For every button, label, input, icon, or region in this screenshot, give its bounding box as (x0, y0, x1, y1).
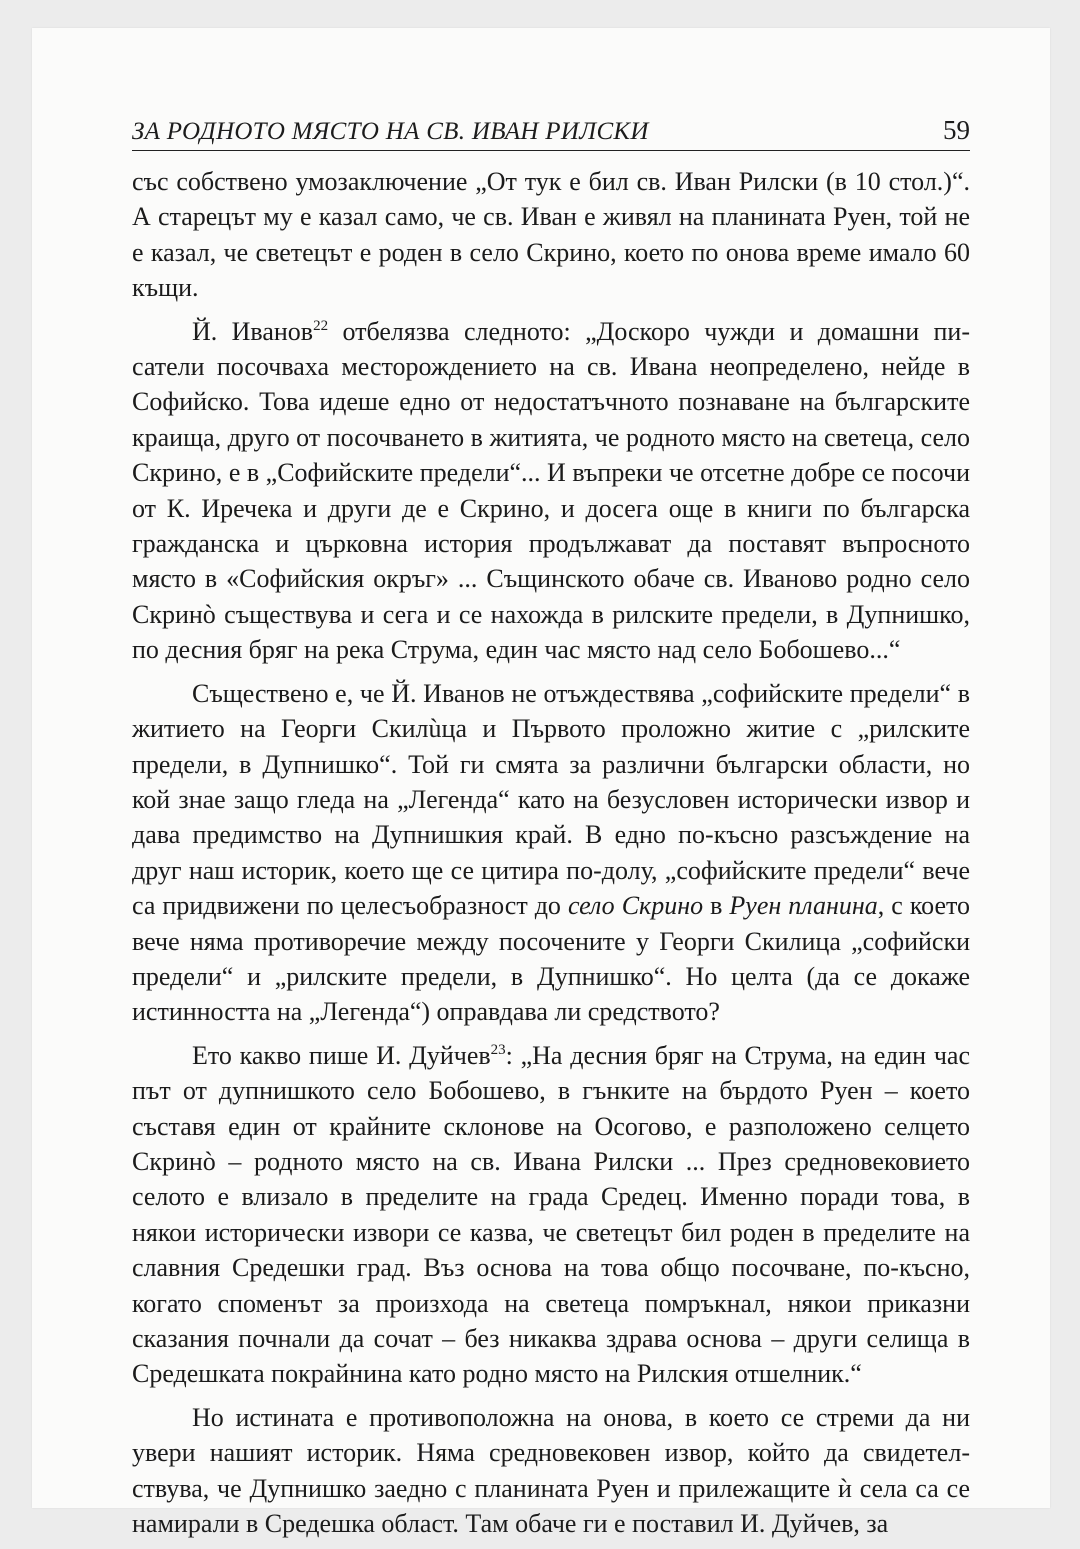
italic-phrase: село Скрино (567, 891, 704, 921)
italic-phrase: Руен планина (729, 891, 878, 921)
running-header (132, 110, 970, 151)
paragraph-4 (132, 1038, 970, 1392)
paragraph-5 (132, 1400, 970, 1542)
paragraph-text: в (703, 891, 730, 921)
paragraph-text: Й. Иванов (192, 316, 314, 346)
page-number: 59 (943, 115, 970, 145)
book-page (32, 28, 1050, 1539)
paragraph-text: отбелязва следното: „Доскоро чужди и домашни писатели посочваха месторождението на св. Ивана неопределено, нейде в Софийско. Това идеше едно от недостатъчното познаване на българските краища, друго от посочването в житията, че родното място на светеца, село Скрино, е в „Софийските предели“... И въпреки че отсетне добре се посочи от К. Иречека и други де е Скрино, и досега още в книги по българска гражданска и църковна история продължават да поставят въпросното място в «Софийския окръг» ... Същинското обаче св. Иваново родно село Скринò съществува и сега и се нахожда в рилските предели, в Дупнишко, по десния бряг на река Струма, един час място над село Бобошево...“ (132, 316, 970, 665)
paragraph-text: със собствено умозаключение „От тук е бил св. Иван Рилски (в 10 стол.)“. А старецът му е казал само, че св. Иван е живял на планината Руен, той не е казал, че светецът е роден в село Скрино, което по онова време имало 60 къщи. (132, 167, 970, 303)
paragraph-2 (132, 314, 970, 668)
paragraph-text: Но истината е противоположна на онова, в което се стреми да ни увери нашият историк. Няма средновековен извор, който да свидетелствува, че Дупнишко заедно с планината Руен и прилежащите ѝ села са се намирали в Средешка област. Там обаче ги е поставил И. Дуйчев, за (132, 1402, 970, 1539)
paragraph-text: : „На десния бряг на Струма, на един час път от дупнишкото село Бобошево, в гънките на бърдото Руен – което съставя един от крайните склонове на Осогово, е разположено селцето Скринò – родното място на св. Ивана Рилски ... През средновековието селото е влизало в пределите на града Средец. Именно поради това, в някои исторически извори се казва, че светецът бил роден в пределите на славния Средешки град. Въз основа на това общо посочване, по-късно, когато споменът за произхода на светеца помръкнал, някои приказни сказания почнали да сочат – без никаква здрава основа – други селища в Средешката покрайнина като родно място на Рилския отшелник.“ (132, 1040, 970, 1389)
paragraph-text: , с което вече няма противоречие между посочените у Георги Скилица „софийски предели“ и „рилските предели, в Дупнишко“. Но целта (да се докаже истинността на „Легенда“) оправдава ли средството? (132, 891, 971, 1027)
paragraph-text: Ето какво пише И. Дуйчев (192, 1040, 491, 1070)
paragraph-3 (132, 676, 970, 1030)
body-text (132, 164, 970, 1549)
paragraph-text: Съществено е, че Й. Иванов не отъждествява „софийските предели“ в житието на Георги Скилùца и Първото проложно житие с „рилските предели, в Дупнишко“. Той ги смята за различни български области, но кой знае защо гледа на „Легенда“ като на безусловен исторически извор и дава предимство на Дупнишкия край. В едно по-късно разсъждение на друг наш историк, което ще се цитира по-долу, „софийските предели“ вече са придвижени по целесъобразност до (132, 678, 970, 921)
footnote-ref-23[interactable]: 23 (490, 1041, 506, 1058)
footnote-ref-22[interactable]: 22 (313, 317, 329, 334)
running-title: ЗА РОДНОТО МЯСТО НА СВ. ИВАН РИЛСКИ (132, 118, 649, 145)
paragraph-1 (132, 164, 970, 306)
